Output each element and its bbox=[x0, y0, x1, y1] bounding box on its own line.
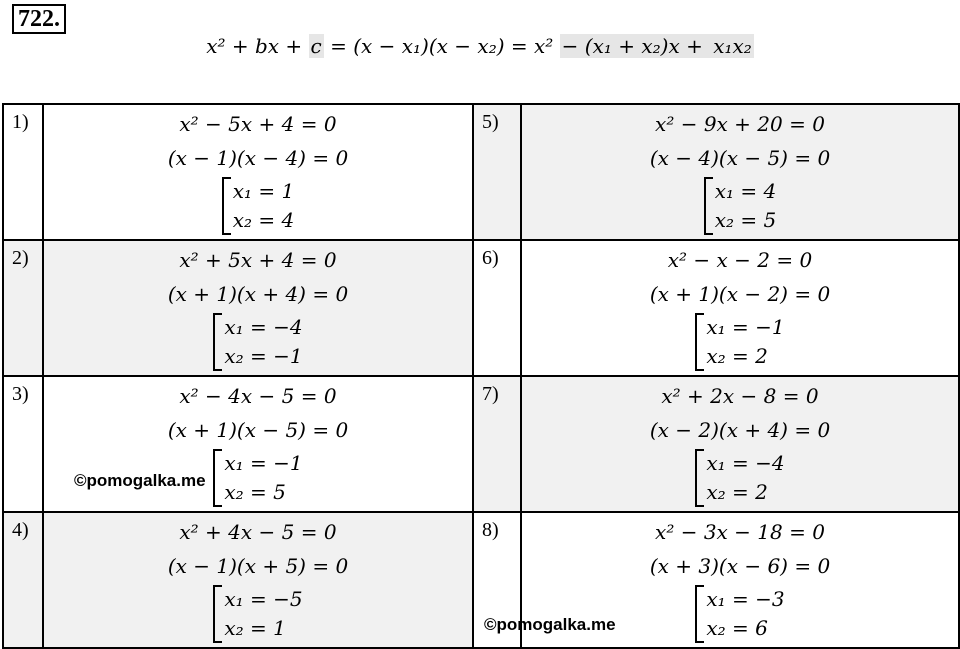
table-row bbox=[3, 240, 959, 376]
item-number: 1) bbox=[3, 104, 43, 240]
root-2: x₂ = 2 bbox=[706, 480, 768, 504]
system-bracket bbox=[695, 585, 704, 643]
root-1: x₁ = 1 bbox=[232, 179, 295, 203]
root-1: x₁ = −5 bbox=[224, 587, 303, 611]
factored-form: (x − 1)(x − 4) = 0 bbox=[167, 146, 349, 170]
root-1: x₁ = −4 bbox=[224, 315, 303, 339]
roots-system bbox=[695, 449, 784, 507]
system-bracket bbox=[222, 177, 231, 235]
solution-cell bbox=[43, 376, 473, 512]
solution-cell bbox=[43, 104, 473, 240]
formula-sum-highlight: − (x₁ + x₂)x + bbox=[561, 34, 710, 58]
formula-c-highlight: c bbox=[310, 34, 322, 58]
root-2: x₂ = 4 bbox=[232, 208, 295, 232]
problem-number: 722. bbox=[12, 4, 66, 34]
root-1: x₁ = −1 bbox=[706, 315, 785, 339]
roots-system bbox=[213, 313, 302, 371]
roots-system bbox=[222, 177, 295, 235]
item-number: 3) bbox=[3, 376, 43, 512]
factored-form: (x − 1)(x + 5) = 0 bbox=[167, 554, 349, 578]
roots-system bbox=[704, 177, 777, 235]
equation: x² + 4x − 5 = 0 bbox=[179, 520, 337, 544]
factored-form: (x + 1)(x − 2) = 0 bbox=[649, 282, 831, 306]
roots-system bbox=[695, 585, 784, 643]
formula-part-2: = (x − x₁)(x − x₂) = x² bbox=[323, 34, 560, 58]
item-number: 4) bbox=[3, 512, 43, 648]
root-2: x₂ = 2 bbox=[706, 344, 768, 368]
system-bracket bbox=[213, 585, 222, 643]
system-bracket bbox=[704, 177, 713, 235]
root-2: x₂ = 5 bbox=[714, 208, 777, 232]
formula-product-highlight: x₁x₂ bbox=[713, 34, 752, 58]
solution-cell bbox=[521, 240, 959, 376]
item-number: 7) bbox=[473, 376, 521, 512]
roots-system bbox=[213, 449, 302, 507]
solutions-table bbox=[2, 103, 960, 649]
root-1: x₁ = 4 bbox=[714, 179, 777, 203]
system-bracket bbox=[213, 313, 222, 371]
system-bracket bbox=[695, 313, 704, 371]
root-1: x₁ = −1 bbox=[224, 451, 303, 475]
watermark: ©pomogalka.me bbox=[74, 471, 206, 490]
item-number: 2) bbox=[3, 240, 43, 376]
root-2: x₂ = 5 bbox=[224, 480, 286, 504]
factored-form: (x − 4)(x − 5) = 0 bbox=[649, 146, 831, 170]
item-number: 6) bbox=[473, 240, 521, 376]
factored-form: (x + 1)(x − 5) = 0 bbox=[167, 418, 349, 442]
solution-cell bbox=[43, 512, 473, 648]
root-2: x₂ = 6 bbox=[706, 616, 768, 640]
factored-form: (x − 2)(x + 4) = 0 bbox=[649, 418, 831, 442]
solution-cell bbox=[484, 512, 959, 648]
factored-form: (x + 3)(x − 6) = 0 bbox=[649, 554, 831, 578]
formula-part-1: x² + bx + bbox=[206, 34, 309, 58]
equation: x² − 9x + 20 = 0 bbox=[655, 112, 825, 136]
factored-form: (x + 1)(x + 4) = 0 bbox=[167, 282, 349, 306]
equation: x² − 4x − 5 = 0 bbox=[179, 384, 337, 408]
vieta-formula bbox=[0, 34, 960, 58]
root-2: x₂ = −1 bbox=[224, 344, 303, 368]
roots-system bbox=[695, 313, 784, 371]
item-number: 8) bbox=[473, 512, 521, 648]
equation: x² − x − 2 = 0 bbox=[667, 248, 813, 272]
item-number: 5) bbox=[473, 104, 521, 240]
root-1: x₁ = −4 bbox=[706, 451, 785, 475]
equation: x² + 2x − 8 = 0 bbox=[661, 384, 819, 408]
equation: x² − 3x − 18 = 0 bbox=[655, 520, 825, 544]
root-1: x₁ = −3 bbox=[706, 587, 785, 611]
watermark: ©pomogalka.me bbox=[484, 615, 616, 634]
equation: x² − 5x + 4 = 0 bbox=[179, 112, 337, 136]
solution-cell bbox=[43, 240, 473, 376]
root-2: x₂ = 1 bbox=[224, 616, 286, 640]
solution-cell bbox=[521, 376, 959, 512]
table-row bbox=[3, 104, 959, 240]
table-row bbox=[3, 512, 959, 648]
system-bracket bbox=[695, 449, 704, 507]
system-bracket bbox=[213, 449, 222, 507]
equation: x² + 5x + 4 = 0 bbox=[179, 248, 337, 272]
solution-cell bbox=[521, 104, 959, 240]
roots-system bbox=[213, 585, 302, 643]
table-row bbox=[3, 376, 959, 512]
